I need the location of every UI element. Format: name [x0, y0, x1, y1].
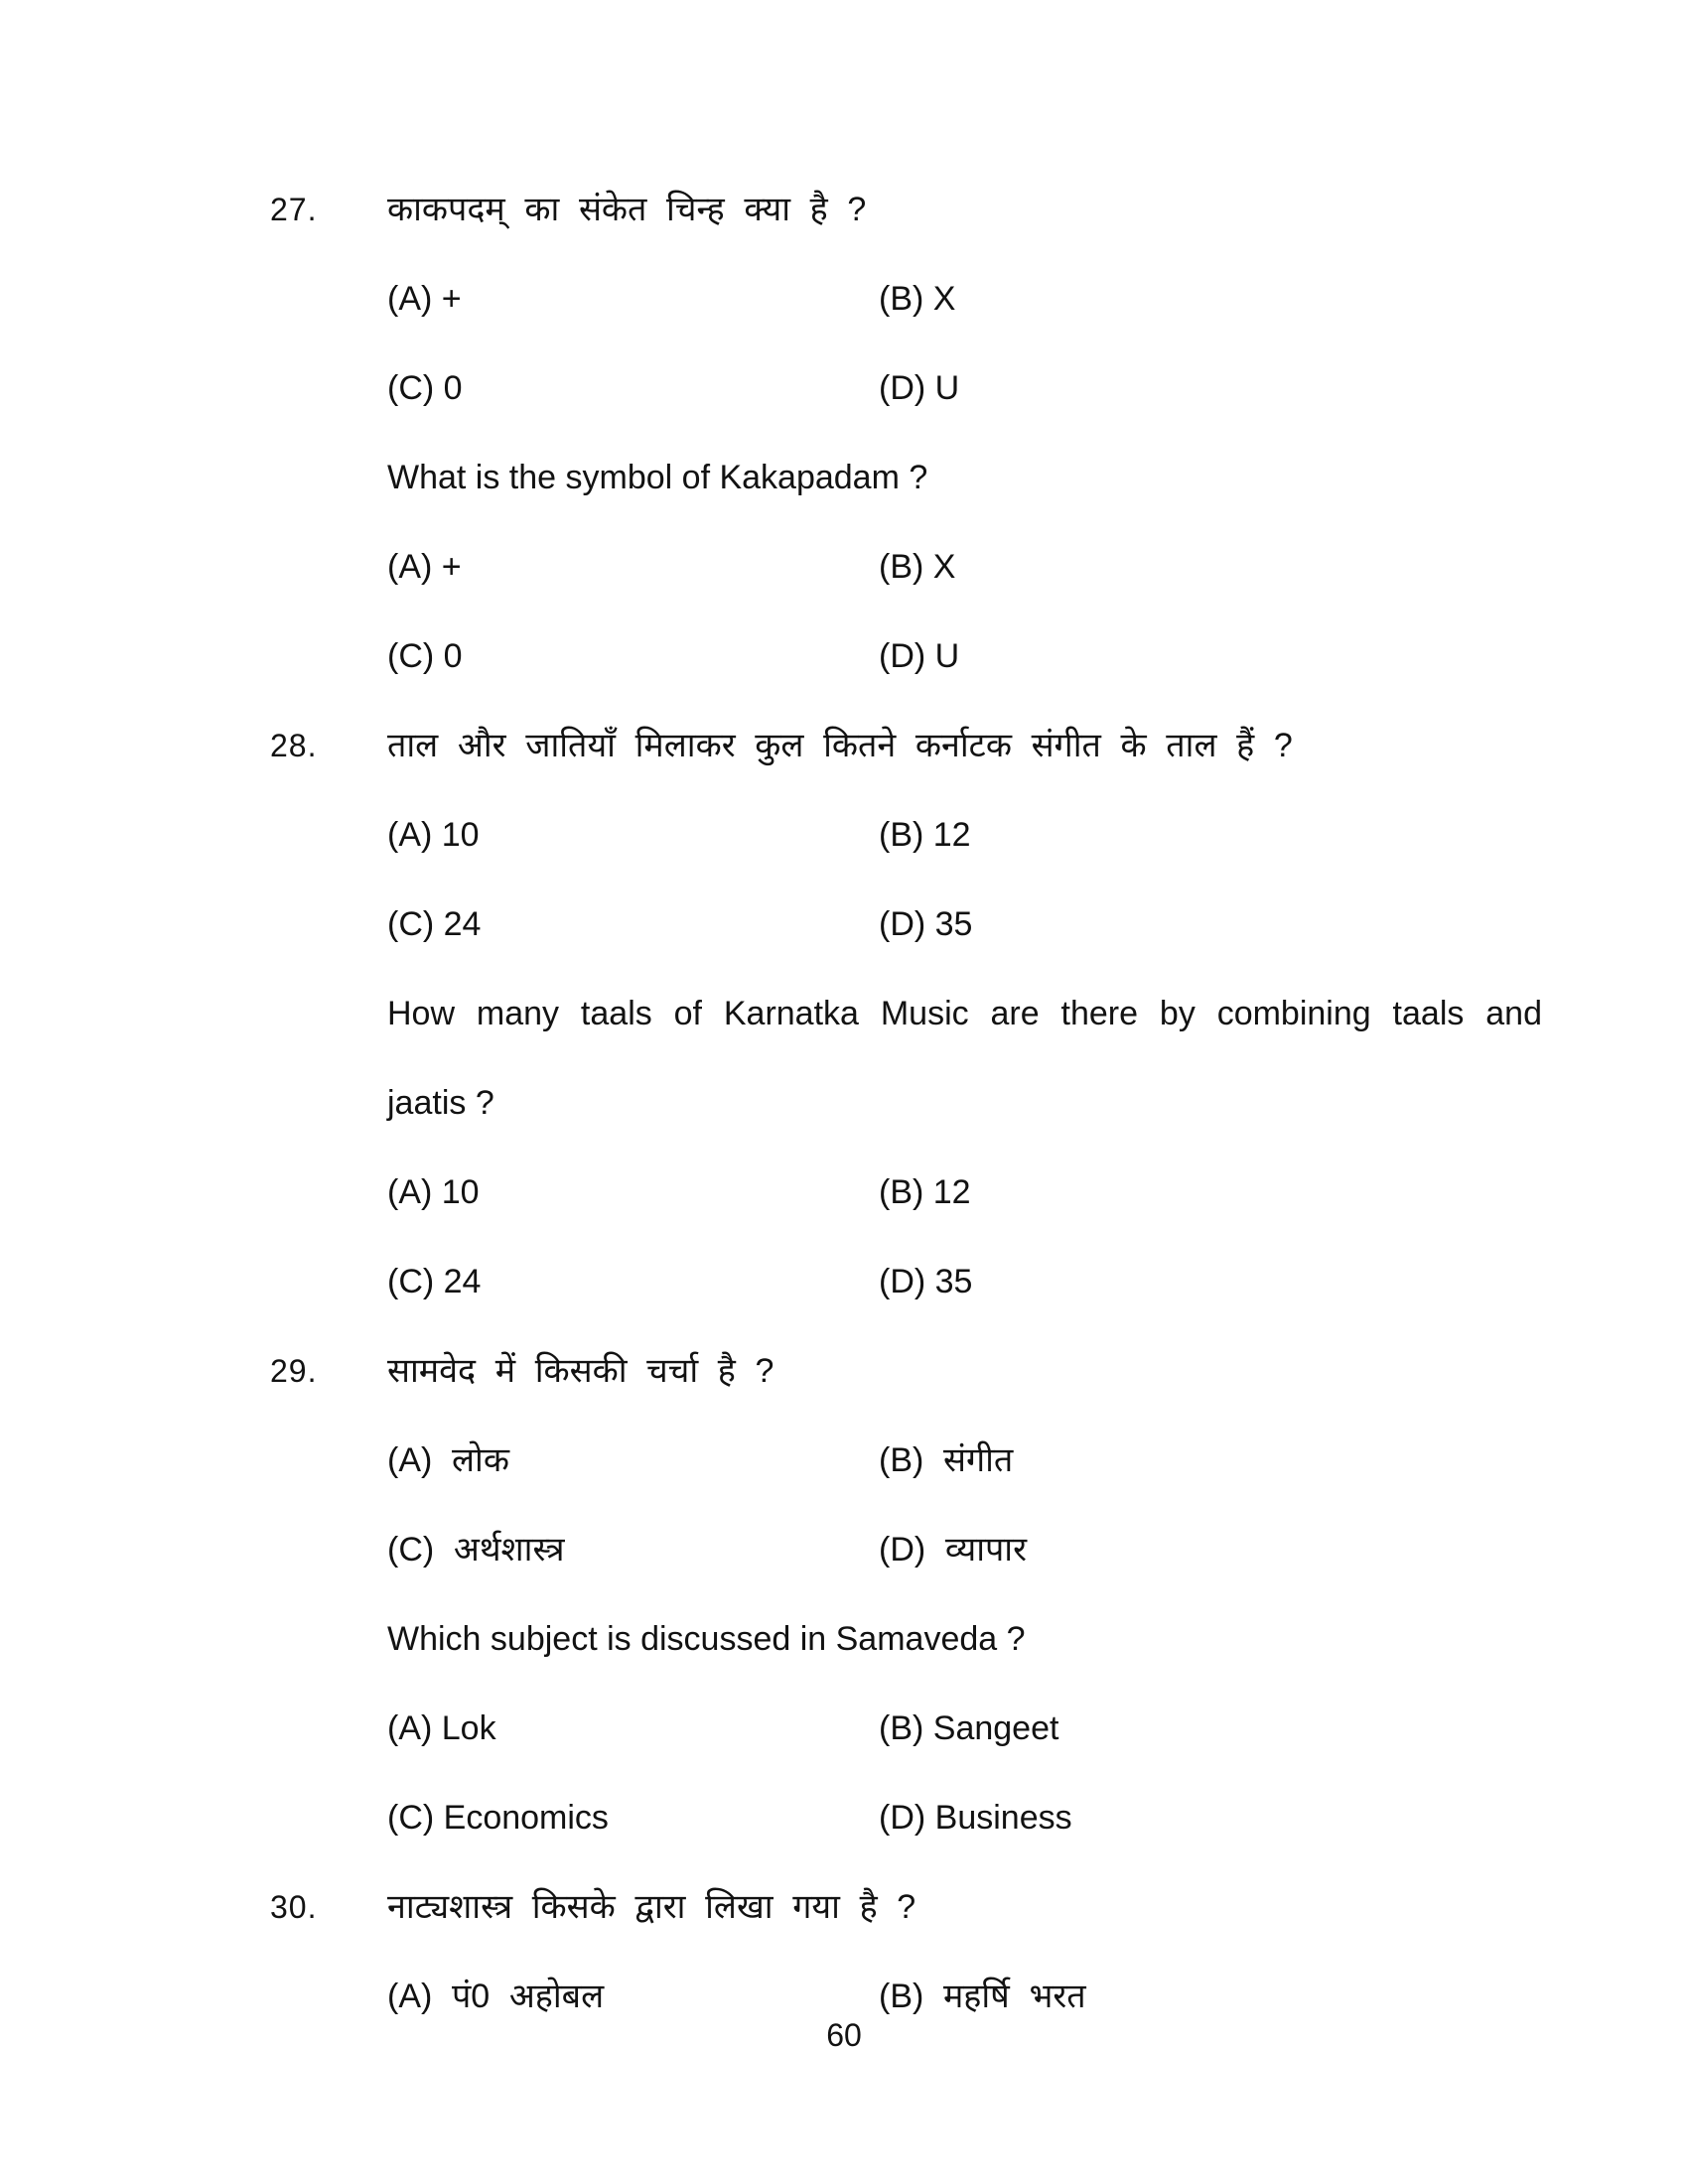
- option-a: (A) Lok: [387, 1709, 496, 1747]
- option-a: (A) लोक: [387, 1441, 509, 1479]
- options-row-cd-hindi: [270, 903, 1542, 945]
- option-d: (D) U: [879, 369, 960, 407]
- question-27: [270, 189, 1542, 677]
- option-c: (C) 24: [387, 1263, 482, 1300]
- question-number: 30.: [270, 1889, 318, 1925]
- options-row-cd-hindi: [270, 367, 1542, 409]
- question-30: [270, 1886, 1542, 2017]
- question-number: 27.: [270, 192, 318, 227]
- option-c: (C) Economics: [387, 1799, 609, 1837]
- options-row-ab-english: [270, 1707, 1542, 1749]
- question-text-english: Which subject is discussed in Samaveda ?: [387, 1620, 1026, 1658]
- option-a: (A) पं0 अहोबल: [387, 1978, 605, 2015]
- options-row-ab-english: [270, 1171, 1542, 1213]
- option-b: (B) X: [879, 548, 956, 586]
- question-number: 28.: [270, 728, 318, 763]
- options-row-ab-hindi: [270, 1439, 1542, 1481]
- options-row-ab-hindi: [270, 278, 1542, 320]
- option-c: (C) अर्थशास्त्र: [387, 1531, 565, 1569]
- option-b: (B) 12: [879, 1173, 971, 1211]
- option-a: (A) +: [387, 280, 462, 318]
- option-b: (B) X: [879, 280, 956, 318]
- option-d: (D) 35: [879, 905, 973, 943]
- question-text-hindi: सामवेद में किसकी चर्चा है ?: [387, 1352, 774, 1390]
- options-row-cd-english: [270, 1797, 1542, 1839]
- question-number: 29.: [270, 1353, 318, 1389]
- options-row-cd-english: [270, 1261, 1542, 1302]
- page-number: 60: [826, 2017, 862, 2053]
- option-c: (C) 24: [387, 905, 482, 943]
- option-b: (B) 12: [879, 816, 971, 854]
- option-c: (C) 0: [387, 369, 463, 407]
- option-b: (B) संगीत: [879, 1441, 1014, 1479]
- question-text-english-line1: How many taals of Karnatka Music are there by combining taals and: [387, 995, 1542, 1032]
- option-a: (A) 10: [387, 816, 480, 854]
- option-d: (D) 35: [879, 1263, 973, 1300]
- question-text-hindi: नाट्यशास्त्र किसके द्वारा लिखा गया है ?: [387, 1888, 916, 1926]
- option-d: (D) U: [879, 637, 960, 675]
- options-row-cd-hindi: [270, 1529, 1542, 1570]
- question-29-hindi-row: [270, 1350, 1542, 1392]
- question-28: [270, 725, 1542, 1302]
- options-row-ab-hindi: [270, 1976, 1542, 2017]
- options-row-ab-english: [270, 546, 1542, 588]
- option-a: (A) 10: [387, 1173, 480, 1211]
- question-text-english: What is the symbol of Kakapadam ?: [387, 459, 928, 496]
- option-b: (B) Sangeet: [879, 1709, 1059, 1747]
- option-d: (D) Business: [879, 1799, 1072, 1837]
- option-a: (A) +: [387, 548, 462, 586]
- option-c: (C) 0: [387, 637, 463, 675]
- question-28-hindi-row: [270, 725, 1542, 766]
- options-row-ab-hindi: [270, 814, 1542, 856]
- option-b: (B) महर्षि भरत: [879, 1978, 1086, 2015]
- question-text-hindi: काकपदम् का संकेत चिन्ह क्या है ?: [387, 191, 867, 228]
- options-row-cd-english: [270, 635, 1542, 677]
- option-d: (D) व्यापार: [879, 1531, 1028, 1569]
- question-30-hindi-row: [270, 1886, 1542, 1928]
- question-text-hindi: ताल और जातियाँ मिलाकर कुल कितने कर्नाटक संगीत के ताल हैं ?: [387, 727, 1293, 764]
- question-text-english-line2: jaatis ?: [387, 1084, 494, 1122]
- question-27-hindi-row: [270, 189, 1542, 230]
- question-29: [270, 1350, 1542, 1839]
